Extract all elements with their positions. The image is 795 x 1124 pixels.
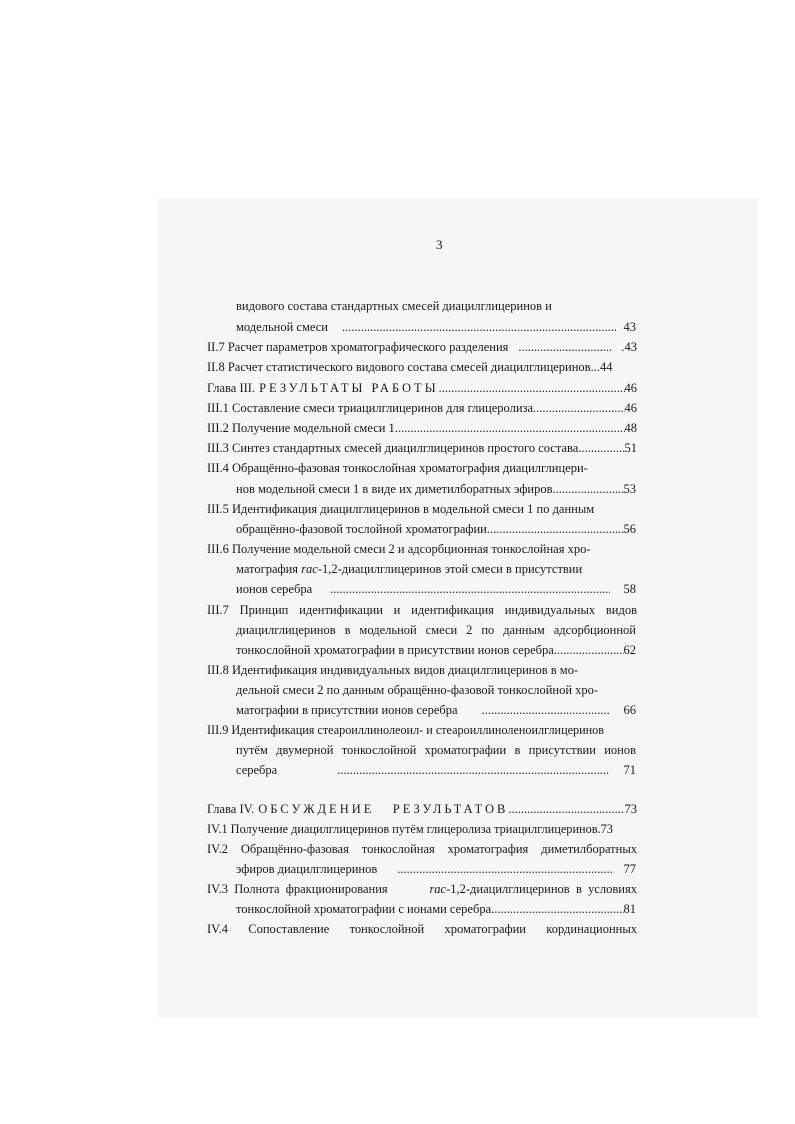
toc-entry-iii9[interactable]: III.9 Идентификация стеароиллинолеоил- и стеароиллиноленоилглицеринов (207, 723, 604, 737)
toc-entry-ii8[interactable]: II.8 Расчет статистического видового состава смесей диацилглицеринов...44 (207, 360, 613, 374)
toc-entry-text: нов модельной смеси 1 в виде их диметилборатных эфиров (236, 482, 553, 496)
toc-leader (395, 420, 625, 436)
toc-chapter-iii[interactable] (207, 380, 637, 396)
toc-entry-text: тонкослойной хроматографии с ионами серебра (236, 902, 492, 916)
toc-leader (458, 702, 610, 718)
toc-entry-iii8-end[interactable] (236, 702, 636, 718)
toc-entry-iii1[interactable] (207, 400, 637, 416)
toc-entry-iv1[interactable]: IV.1 Получение диацилглицеринов путём глицеролиза триацилглицеринов.73 (207, 822, 613, 836)
toc-entry-page: 77 (623, 862, 636, 876)
toc-entry-page: 73 (624, 802, 637, 816)
italic-term: rac (301, 562, 318, 576)
toc-entry-iii8[interactable]: III.8 Идентификация индивидуальных видов диацилглицеринов в мо- (207, 663, 579, 677)
toc-leader (490, 521, 624, 537)
toc-entry-iv2[interactable]: IV.2 Обращённо-фазовая тонкослойная хроматография диметилборатных (207, 842, 637, 856)
toc-entry-model-mixture[interactable] (236, 319, 636, 335)
text-part: матография (236, 562, 302, 576)
toc-leader (312, 581, 609, 597)
toc-entry-text: тонкослойной хроматографии в присутствии ионов серебра (236, 643, 554, 657)
chapter-title: ОБСУЖДЕНИЕ РЕЗУЛЬТАТОВ (258, 802, 509, 816)
toc-leader (533, 400, 624, 416)
page-number: 3 (436, 237, 443, 252)
toc-chapter-iv[interactable] (207, 801, 637, 817)
toc-leader (277, 762, 609, 778)
text-part: -1,2-диацилглицеринов в условиях (446, 882, 637, 896)
toc-entry-text: III.1 Составление смеси триацилглицеринов для глицеролиза (207, 401, 534, 415)
toc-entry-text: III.3 Синтез стандартных смесей диацилглицеринов простого состава (207, 441, 579, 455)
toc-leader (508, 801, 624, 817)
toc-entry-text: ионов серебра (236, 582, 313, 596)
toc-entry-page: 81 (623, 902, 636, 916)
toc-entry-iii6[interactable]: III.6 Получение модельной смеси 2 и адсорбционная тонкослойная хро- (207, 542, 591, 556)
chapter-title: РЕЗУЛЬТАТЫ РАБОТЫ (259, 381, 439, 395)
toc-entry-page: .43 (621, 340, 637, 354)
toc-entry-page: 46 (624, 381, 637, 395)
toc-entry-text: матографии в присутствии ионов серебра (236, 703, 458, 717)
toc-entry-iv4[interactable]: IV.4 Сопоставление тонкослойной хроматографии кординационных (207, 922, 637, 936)
toc-entry-page: 51 (624, 441, 637, 455)
toc-entry-page: 48 (624, 421, 637, 435)
toc-entry-iii4-cont[interactable] (236, 481, 636, 497)
italic-term: rac (429, 882, 447, 896)
toc-entry-text: III.2 Получение модельной смеси 1 (207, 421, 395, 435)
toc-entry-page: 56 (623, 522, 636, 536)
toc-entry-iii9-end[interactable] (236, 762, 636, 778)
toc-entry-iii5[interactable]: III.5 Идентификация диацилглицеринов в модельной смеси 1 по данным (207, 502, 595, 516)
toc-entry-iii2[interactable] (207, 420, 637, 436)
text-part: IV.3 Полнота фракционирования (207, 882, 394, 896)
toc-entry-text: серебра (236, 763, 278, 777)
toc-leader (508, 339, 611, 355)
toc-leader (578, 440, 624, 456)
toc-entry-ii7[interactable] (207, 339, 637, 355)
toc-entry-iv3-end[interactable] (236, 901, 636, 917)
toc-leader (439, 380, 625, 396)
toc-entry-page: 53 (623, 482, 636, 496)
toc-leader (328, 319, 616, 335)
toc-entry-iii7-end[interactable] (236, 642, 636, 658)
toc-line-iii9-cont: путём двумерной тонкослойной хроматографии в присутствии ионов (236, 743, 636, 757)
toc-entry-iv2-end[interactable] (236, 861, 636, 877)
toc-entry-iii4[interactable]: III.4 Обращённо-фазовая тонкослойная хроматография диацилглицери- (207, 461, 588, 475)
chapter-prefix: Глава III. (207, 381, 256, 395)
toc-entry-text: обращённо-фазовой тослойной хроматографии. (236, 522, 490, 536)
toc-entry-iii5-cont[interactable] (236, 521, 636, 537)
toc-entry-iii7[interactable]: III.7 Принцип идентификации и идентификация индивидуальных видов (207, 603, 637, 617)
toc-entry-page: 62 (623, 643, 636, 657)
toc-line-iii8-cont: дельной смеси 2 по данным обращённо-фазовой тонкослойной хро- (236, 683, 599, 697)
toc-entry-iii3[interactable] (207, 440, 637, 456)
toc-leader (553, 481, 624, 497)
chapter-prefix: Глава IV. (207, 802, 255, 816)
toc-entry-text: модельной смеси (236, 320, 328, 334)
toc-line-iii7-cont: диацилглицеринов в модельной смеси 2 по данным адсорбционной (236, 623, 636, 637)
toc-entry-iii6-end[interactable] (236, 581, 636, 597)
toc-entry-page: 58 (623, 582, 636, 596)
text-part: -1,2-диацилглицеринов этой смеси в присутствии (317, 562, 583, 576)
toc-entry-text: II.7 Расчет параметров хроматографического разделения (207, 340, 509, 354)
toc-entry-iv3[interactable] (207, 881, 637, 897)
toc-leader (554, 642, 624, 658)
toc-line-1: видового состава стандартных смесей диацилглицеринов и (236, 299, 552, 313)
toc-entry-page: 66 (623, 703, 636, 717)
text-part-wrap (429, 881, 637, 897)
toc-entry-text: эфиров диацилглицеринов (236, 862, 378, 876)
toc-entry-page: 71 (623, 763, 636, 777)
toc-entry-page: 43 (623, 320, 636, 334)
toc-leader (491, 901, 623, 917)
toc-entry-page: 46 (624, 401, 637, 415)
toc-line-iii6-cont (236, 561, 636, 577)
toc-leader (377, 861, 613, 877)
